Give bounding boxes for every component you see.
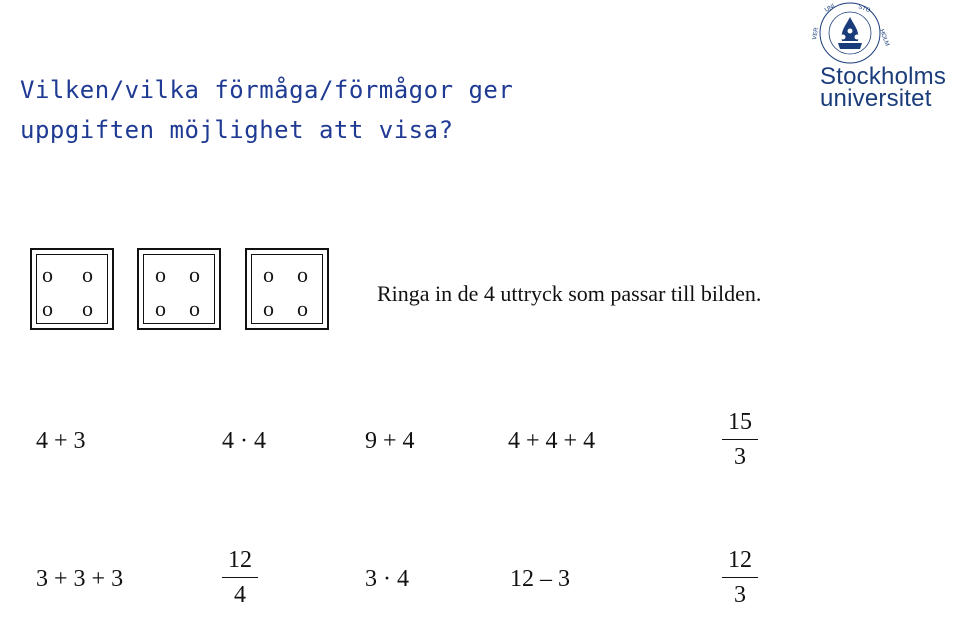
dot: o	[82, 296, 93, 321]
university-wordmark	[820, 63, 947, 112]
dot: o	[42, 296, 53, 321]
dot: o	[42, 262, 53, 287]
dot: o	[155, 262, 166, 287]
svg-text:VER: VER	[812, 27, 821, 41]
svg-text:HOLM: HOLM	[878, 28, 890, 47]
dot: o	[189, 296, 200, 321]
dot-box	[30, 248, 114, 330]
dot: o	[263, 296, 274, 321]
fraction-denominator: 3	[734, 444, 746, 470]
fraction-expression	[220, 547, 260, 608]
fraction-bar	[222, 577, 258, 578]
title-line-2: uppgiften möjlighet att visa?	[20, 116, 454, 144]
fraction-denominator: 3	[734, 582, 746, 608]
title-line-1: Vilken/vilka förmåga/förmågor ger	[20, 76, 514, 104]
fraction-expression	[720, 547, 760, 608]
fraction-numerator: 15	[728, 409, 752, 435]
expression: 12 – 3	[510, 566, 570, 592]
expression: 4 · 4	[222, 428, 266, 454]
dot: o	[82, 262, 93, 287]
fraction-bar	[722, 577, 758, 578]
expression: 3 + 3 + 3	[36, 566, 124, 592]
expression: 3 · 4	[365, 566, 409, 592]
task-instruction: Ringa in de 4 uttryck som passar till bilden.	[377, 281, 762, 306]
dot-box	[245, 248, 329, 330]
expression: 4 + 3	[36, 428, 86, 454]
dot: o	[297, 296, 308, 321]
dot: o	[189, 262, 200, 287]
wordmark-line-2: universitet	[820, 85, 932, 112]
wordmark-line-1: Stockholms	[820, 63, 947, 90]
fraction-numerator: 12	[228, 547, 252, 573]
slide-title	[20, 70, 513, 150]
expression: 4 + 4 + 4	[508, 428, 596, 454]
dot: o	[297, 262, 308, 287]
fraction-bar	[722, 439, 758, 440]
fraction-denominator: 4	[234, 582, 246, 608]
fraction-expression	[720, 409, 760, 470]
dot: o	[155, 296, 166, 321]
dot: o	[263, 262, 274, 287]
svg-text:UNI: UNI	[824, 3, 836, 14]
dot-box	[137, 248, 221, 330]
expression: 9 + 4	[365, 428, 415, 454]
fraction-numerator: 12	[728, 547, 752, 573]
svg-text:STO: STO	[857, 4, 871, 15]
